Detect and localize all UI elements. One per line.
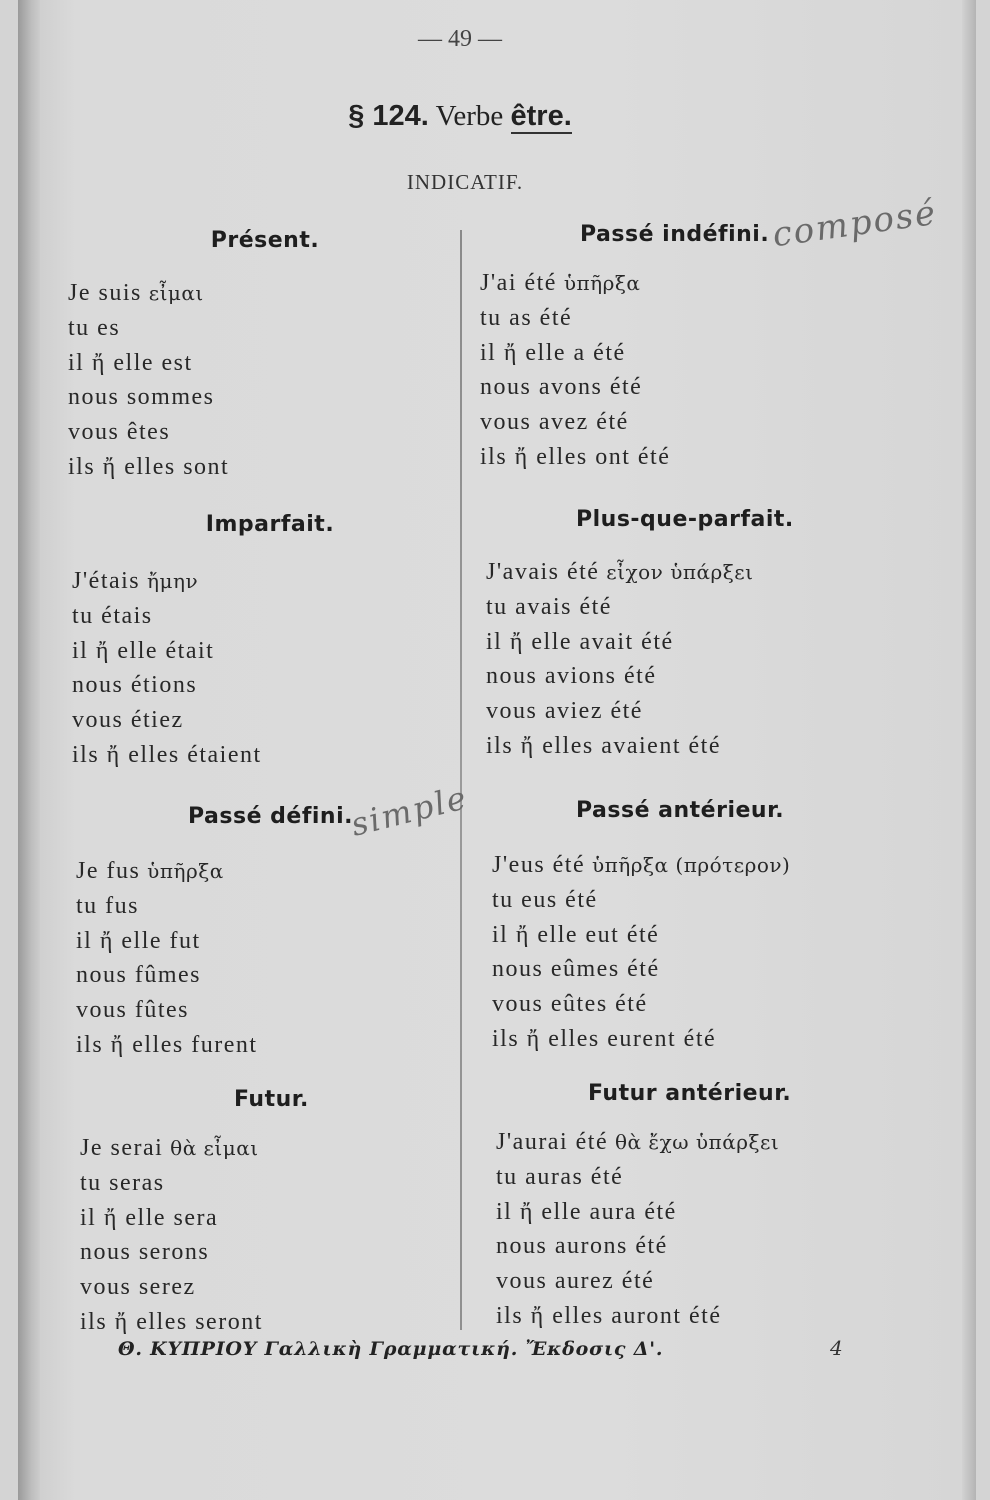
greek-translation: θὰ εἶμαι bbox=[163, 1136, 259, 1160]
conjugation-line bbox=[492, 987, 868, 1022]
french-form: tu es bbox=[68, 314, 121, 341]
tense-present bbox=[60, 228, 440, 485]
conjugation-line bbox=[68, 346, 440, 381]
french-form: vous avez été bbox=[480, 409, 629, 436]
tense-futur-anterieur bbox=[492, 1081, 872, 1334]
conjugation-line bbox=[68, 380, 440, 415]
greek-translation: ὑπῆρξα bbox=[556, 271, 641, 295]
conjugation-lines bbox=[60, 564, 440, 773]
french-form: nous eûmes été bbox=[492, 956, 660, 983]
book-footer: Θ. ΚΥΠΡΙΟΥ Γαλλικὴ Γραμματική. Ἔκδοσις Δ'. bbox=[118, 1338, 664, 1360]
conjugation-lines bbox=[484, 555, 864, 764]
french-form: vous fûtes bbox=[76, 997, 189, 1024]
conjugation-line bbox=[80, 1166, 444, 1201]
conjugation-line bbox=[68, 311, 440, 346]
conjugation-line bbox=[68, 450, 440, 485]
french-form: tu auras été bbox=[496, 1163, 624, 1190]
tense-plus-que-parfait bbox=[484, 507, 864, 764]
conjugation-line bbox=[72, 564, 440, 599]
french-form: J'étais bbox=[72, 568, 141, 594]
conjugation-line bbox=[76, 1028, 440, 1063]
conjugation-line bbox=[80, 1270, 444, 1305]
conjugation-line bbox=[480, 266, 860, 301]
greek-translation: ἤμην bbox=[140, 569, 199, 593]
conjugation-line bbox=[480, 440, 860, 475]
french-form: il ἤ elle aura été bbox=[496, 1198, 677, 1225]
heading-verb-word: être. bbox=[510, 100, 572, 132]
french-form: vous eûtes été bbox=[492, 991, 648, 1018]
french-form: tu avais été bbox=[486, 593, 612, 620]
french-form: il ἤ elle était bbox=[72, 637, 215, 664]
conjugation-line bbox=[492, 1022, 868, 1057]
page-binding-shadow bbox=[18, 0, 40, 1500]
mood-title: INDICATIF. bbox=[406, 170, 524, 194]
greek-translation: θὰ ἔχω ὑπάρξει bbox=[608, 1130, 780, 1154]
conjugation-line bbox=[492, 883, 868, 918]
signature-mark: 4 bbox=[830, 1336, 843, 1360]
french-form: tu étais bbox=[72, 602, 153, 629]
tense-imparfait bbox=[60, 512, 440, 773]
conjugation-line bbox=[480, 336, 860, 371]
conjugation-line bbox=[492, 952, 868, 987]
french-form: nous étions bbox=[72, 672, 198, 699]
conjugation-line bbox=[496, 1299, 872, 1334]
french-form: nous avons été bbox=[480, 374, 643, 401]
french-form: il ἤ elle eut été bbox=[492, 921, 660, 948]
french-form: ils ἤ elles sont bbox=[68, 453, 230, 480]
french-form: nous avions été bbox=[486, 663, 657, 690]
french-form: ils ἤ elles seront bbox=[80, 1308, 263, 1335]
page-edge-shadow bbox=[962, 0, 976, 1500]
french-form: tu as été bbox=[480, 304, 573, 331]
conjugation-line bbox=[486, 555, 864, 590]
french-form: nous sommes bbox=[68, 384, 215, 411]
french-form: vous aviez été bbox=[486, 698, 643, 725]
conjugation-line bbox=[496, 1125, 872, 1160]
french-form: ils ἤ elles furent bbox=[76, 1031, 258, 1058]
tense-title: Futur. bbox=[234, 1087, 309, 1112]
french-form: ils ἤ elles ont été bbox=[480, 443, 671, 470]
french-form: ils ἤ elles auront été bbox=[496, 1302, 722, 1329]
greek-translation: εἶμαι bbox=[141, 281, 204, 305]
conjugation-line bbox=[76, 889, 440, 924]
french-form: ils ἤ elles étaient bbox=[72, 741, 262, 768]
french-form: il ἤ elle avait été bbox=[486, 628, 674, 655]
conjugation-lines bbox=[64, 1131, 444, 1340]
conjugation-line bbox=[80, 1201, 444, 1236]
conjugation-line bbox=[486, 694, 864, 729]
conjugation-lines bbox=[60, 276, 440, 485]
conjugation-line bbox=[480, 405, 860, 440]
tense-title: Présent. bbox=[210, 228, 320, 253]
french-form: Je suis bbox=[68, 280, 142, 306]
conjugation-line bbox=[496, 1264, 872, 1299]
tense-title: Plus-que-parfait. bbox=[576, 507, 794, 532]
conjugation-line bbox=[496, 1229, 872, 1264]
french-form: il ἤ elle est bbox=[68, 349, 193, 376]
conjugation-line bbox=[76, 958, 440, 993]
conjugation-line bbox=[76, 993, 440, 1028]
french-form: nous aurons été bbox=[496, 1233, 668, 1260]
conjugation-line bbox=[480, 301, 860, 336]
conjugation-line bbox=[480, 370, 860, 405]
french-form: J'eus été bbox=[492, 852, 586, 878]
french-form: Je serai bbox=[80, 1135, 164, 1161]
pencil-note-simple: simple bbox=[347, 778, 472, 844]
french-form: J'avais été bbox=[486, 559, 600, 585]
conjugation-line bbox=[72, 599, 440, 634]
conjugation-line bbox=[72, 703, 440, 738]
conjugation-line bbox=[68, 415, 440, 450]
section-number: § 124. bbox=[348, 100, 429, 132]
french-form: nous fûmes bbox=[76, 962, 201, 989]
conjugation-line bbox=[80, 1235, 444, 1270]
pencil-note-compose: composé bbox=[770, 192, 940, 256]
tense-passe-defini bbox=[60, 804, 440, 1063]
french-form: tu seras bbox=[80, 1169, 165, 1196]
section-heading bbox=[300, 100, 620, 133]
conjugation-lines bbox=[480, 266, 860, 475]
conjugation-lines bbox=[488, 848, 868, 1057]
tense-title: Futur antérieur. bbox=[588, 1081, 792, 1106]
page-number: — 49 — bbox=[418, 26, 502, 52]
conjugation-line bbox=[80, 1131, 444, 1166]
tense-passe-indefini bbox=[480, 222, 860, 475]
conjugation-line bbox=[72, 738, 440, 773]
conjugation-lines bbox=[492, 1125, 872, 1334]
tense-title: Passé indéfini. bbox=[580, 222, 770, 247]
conjugation-line bbox=[492, 918, 868, 953]
french-form: il ἤ elle a été bbox=[480, 339, 626, 366]
french-form: il ἤ elle fut bbox=[76, 927, 201, 954]
conjugation-line bbox=[72, 634, 440, 669]
greek-translation: ὑπῆρξα (πρότερον) bbox=[585, 853, 791, 877]
french-form: tu eus été bbox=[492, 886, 598, 913]
french-form: vous serez bbox=[80, 1274, 196, 1301]
tense-title: Passé défini. bbox=[188, 804, 353, 829]
conjugation-line bbox=[72, 668, 440, 703]
french-form: J'ai été bbox=[480, 270, 557, 296]
conjugation-line bbox=[486, 625, 864, 660]
conjugation-line bbox=[76, 854, 440, 889]
greek-translation: εἶχον ὑπάρξει bbox=[599, 560, 754, 584]
conjugation-line bbox=[496, 1160, 872, 1195]
conjugation-line bbox=[486, 590, 864, 625]
conjugation-lines bbox=[60, 854, 440, 1063]
conjugation-line bbox=[496, 1195, 872, 1230]
conjugation-line bbox=[80, 1305, 444, 1340]
tense-passe-anterieur bbox=[488, 798, 868, 1057]
french-form: vous étiez bbox=[72, 707, 184, 734]
tense-futur bbox=[64, 1087, 444, 1340]
french-form: nous serons bbox=[80, 1239, 210, 1266]
french-form: ils ἤ elles avaient été bbox=[486, 732, 721, 759]
french-form: ils ἤ elles eurent été bbox=[492, 1025, 717, 1052]
tense-title: Passé antérieur. bbox=[576, 798, 785, 823]
conjugation-line bbox=[68, 276, 440, 311]
heading-verbe: Verbe bbox=[435, 100, 504, 132]
french-form: il ἤ elle sera bbox=[80, 1204, 219, 1231]
french-form: vous êtes bbox=[68, 419, 171, 446]
conjugation-line bbox=[486, 729, 864, 764]
french-form: Je fus bbox=[76, 858, 141, 884]
conjugation-line bbox=[76, 924, 440, 959]
greek-translation: ὑπῆρξα bbox=[140, 859, 224, 883]
french-form: vous aurez été bbox=[496, 1268, 655, 1295]
conjugation-line bbox=[486, 659, 864, 694]
french-form: tu fus bbox=[76, 892, 139, 919]
french-form: J'aurai été bbox=[496, 1129, 609, 1155]
tense-title: Imparfait. bbox=[205, 512, 335, 537]
conjugation-line bbox=[492, 848, 868, 883]
